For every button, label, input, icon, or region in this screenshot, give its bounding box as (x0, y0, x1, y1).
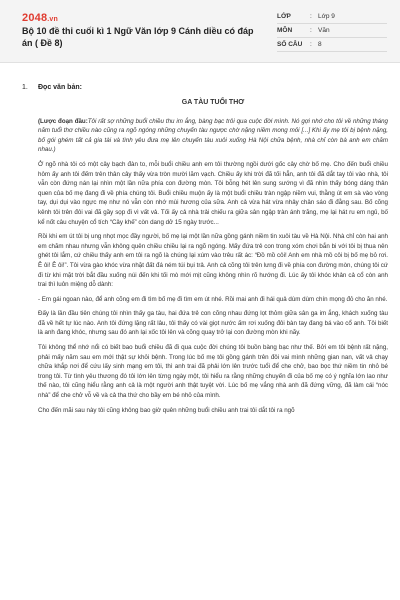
info-value: Văn (318, 27, 330, 34)
info-key: SỐ CÂU (277, 41, 303, 48)
question-number: 1. (22, 84, 28, 91)
info-separator: : (310, 13, 312, 20)
info-row-question-count (277, 38, 387, 52)
info-key: MÔN (277, 27, 293, 34)
passage-paragraph-6: Cho đến mãi sau này tôi cũng không bao giờ quên những buổi chiều anh trai tôi dắt tôi ra ngõ (38, 406, 295, 414)
logo-suffix: .vn (47, 16, 58, 23)
info-value: 8 (318, 41, 322, 48)
document-info-table (277, 10, 387, 52)
info-separator: : (310, 27, 312, 34)
logo-main: 2048 (22, 12, 48, 24)
summary-text: Tôi rất sợ những buổi chiều thu im ắng, bàng bạc trôi qua cuộc đời mình. Nó gợi nhớ cho tôi về những tháng năm tuổi thơ chiều nào cũng ra ngõ ngóng những chuyến tàu ngược chờ nặng niềm mong mỏi [...] Khi ấy mẹ tôi bị bệnh nặng, bố gói ghém tất cả gia tài và tình yêu đưa mẹ lên chuyến tàu xuôi xuống Hà Nội chữa bệnh, nhà chỉ còn bà anh em chăm nhau.) (38, 117, 388, 154)
reading-passage (38, 98, 388, 420)
passage-paragraph-2: Rồi khi em út tôi bị ung nhọt mọc đầy người, bố mẹ lại một lần nữa gồng gánh niềm tin xuôi tàu về Hà Nội. Nhà chỉ còn hai anh em chăm nhau nhưng vẫn không quên chiều chiều lại ra ngõ ngóng. Mấy đứa trẻ con trong xóm chơi bắn bi với tôi bị thua nên ghét tôi lắm, cứ chiều thấy anh em tôi ra ngõ là chúng lại xúm vào trêu rất ác: “Đồ mồ côi! Anh em nhà mồ côi bị bố mẹ bỏ rơi. Ê ôi! Ê ôi!”. Tôi vừa gào khóc vừa nhặt đất đá ném túi bụi trả. Anh cả cõng tôi trên lưng đi về phía con đường mòn, chúng tôi cứ đi từ khi mặt trời bắt đầu xuống núi đến khi tối mò mới mịt cũng không nhìn rõ hướng đi. Lúc ấy tôi khóc khản cả cổ còn anh trai thì luôn miệng dỗ dành: (38, 233, 388, 289)
passage-paragraph-4: Đấy là lần đầu tiên chúng tôi nhìn thấy ga tàu, hai đứa trẻ con cõng nhau đứng lọt thỏm giữa sân ga im ắng, khách xuống tàu đã về hết tự lúc nào. Anh tôi đứng lặng rất lâu, tôi thấy có vài giọt nước ấm rơi xuống đôi bàn tay đang bá vào cổ anh. Tôi biết là anh đang khóc, nhưng sau đó anh lại xốc tôi lên và cõng quay trở lại con đường mòn khi nãy. (38, 310, 388, 337)
info-separator: : (310, 41, 312, 48)
passage-paragraph-1: Ở ngõ nhà tôi có một cây bạch đàn to, mỗi buổi chiều anh em tôi thường ngồi dưới gốc cây chờ bố mẹ. Cho đến buổi chiều hôm ấy anh tôi đếm trên thân cây thấy vừa tròn mười lăm vạch. Chiều ấy khi trời đã tối hẳn, anh tôi đã dắt tay tôi vào nhà, tôi vẫn còn đứng nán lại nhìn một lần nữa phía con đường mòn. Tôi bỗng hét lên sung sướng vì đã nhìn thấy bóng dáng thân quen của bố mẹ đang đi về phía chúng tôi. Buổi chiều muộn ấy là một buổi chiều tràn ngập niềm vui, thằng út em sà vào vòng tay, dụi dụi vào ngực mẹ như nó vẫn còn nhớ mùi hương của sữa. Anh cả vừa hát vừa nhảy chân sáo đi đằng sau. Bố cõng kênh tôi trên đôi vai đã gầy sọp đi vì vất vả. Tối ấy cả nhà trải chiếu ra giữa sân ngập tràn ánh trăng, mẹ lại hát ru em ngủ, bố kể nốt câu chuyện cổ tích “Cây khế” còn dang dở 15 ngày trước... (38, 160, 388, 226)
info-row-subject (277, 24, 387, 38)
info-value: Lớp 9 (318, 13, 335, 20)
passage-paragraph-5: Tôi không thể nhớ nổi có biết bao buổi chiều đã đi qua cuộc đời chúng tôi buồn bàng bạc như thế. Bởi em tôi bệnh rất nặng, phải mấy năm sau em mới thật sự khỏi bệnh. Trong lúc bố mẹ tôi gồng gánh trên đôi vai mình những gian nan, vất vả chạy chữa khắp nơi để cứu lấy sinh mạng em tôi, thì anh trai đã phải lớn lên trước tuổi để che chở, bao bọc thứ niềm tin nhỏ bé trong tôi. Từ tình yêu thương đó tôi lớn lên từng ngày một, tôi hiểu ra rằng những chuyến đi của bố mẹ có ý nghĩa lớn lao như thế nào, tôi cũng hiểu rằng anh cả là một người anh thật tuyệt vời. Lúc bố mẹ vắng nhà anh đã đứng vững, đã làm cái “nóc nhà” để che chở vỗ về và cả tha thứ cho bầy em bé nhỏ của mình. (38, 344, 388, 400)
document-title: Bộ 10 đề thi cuối kì 1 Ngữ Văn lớp 9 Cánh diều có đáp án ( Đề 8) (22, 26, 254, 48)
question-label: Đọc văn bản: (38, 84, 82, 91)
info-key: LỚP (277, 13, 291, 20)
summary-lead: (Lược đoạn đầu: (38, 117, 88, 125)
info-row-class (277, 10, 387, 24)
story-title: GA TÀU TUỔI THƠ (181, 99, 245, 106)
passage-paragraph-3: - Em gái ngoan nào, để anh cõng em đi tìm bố mẹ đi tìm em út nhé. Rồi mai anh đi hái quả dùm dùm chín mọng đỏ cho ăn nhé. (38, 295, 388, 303)
summary-paragraph (38, 117, 388, 155)
document-header (0, 0, 400, 63)
site-logo[interactable] (22, 12, 58, 24)
